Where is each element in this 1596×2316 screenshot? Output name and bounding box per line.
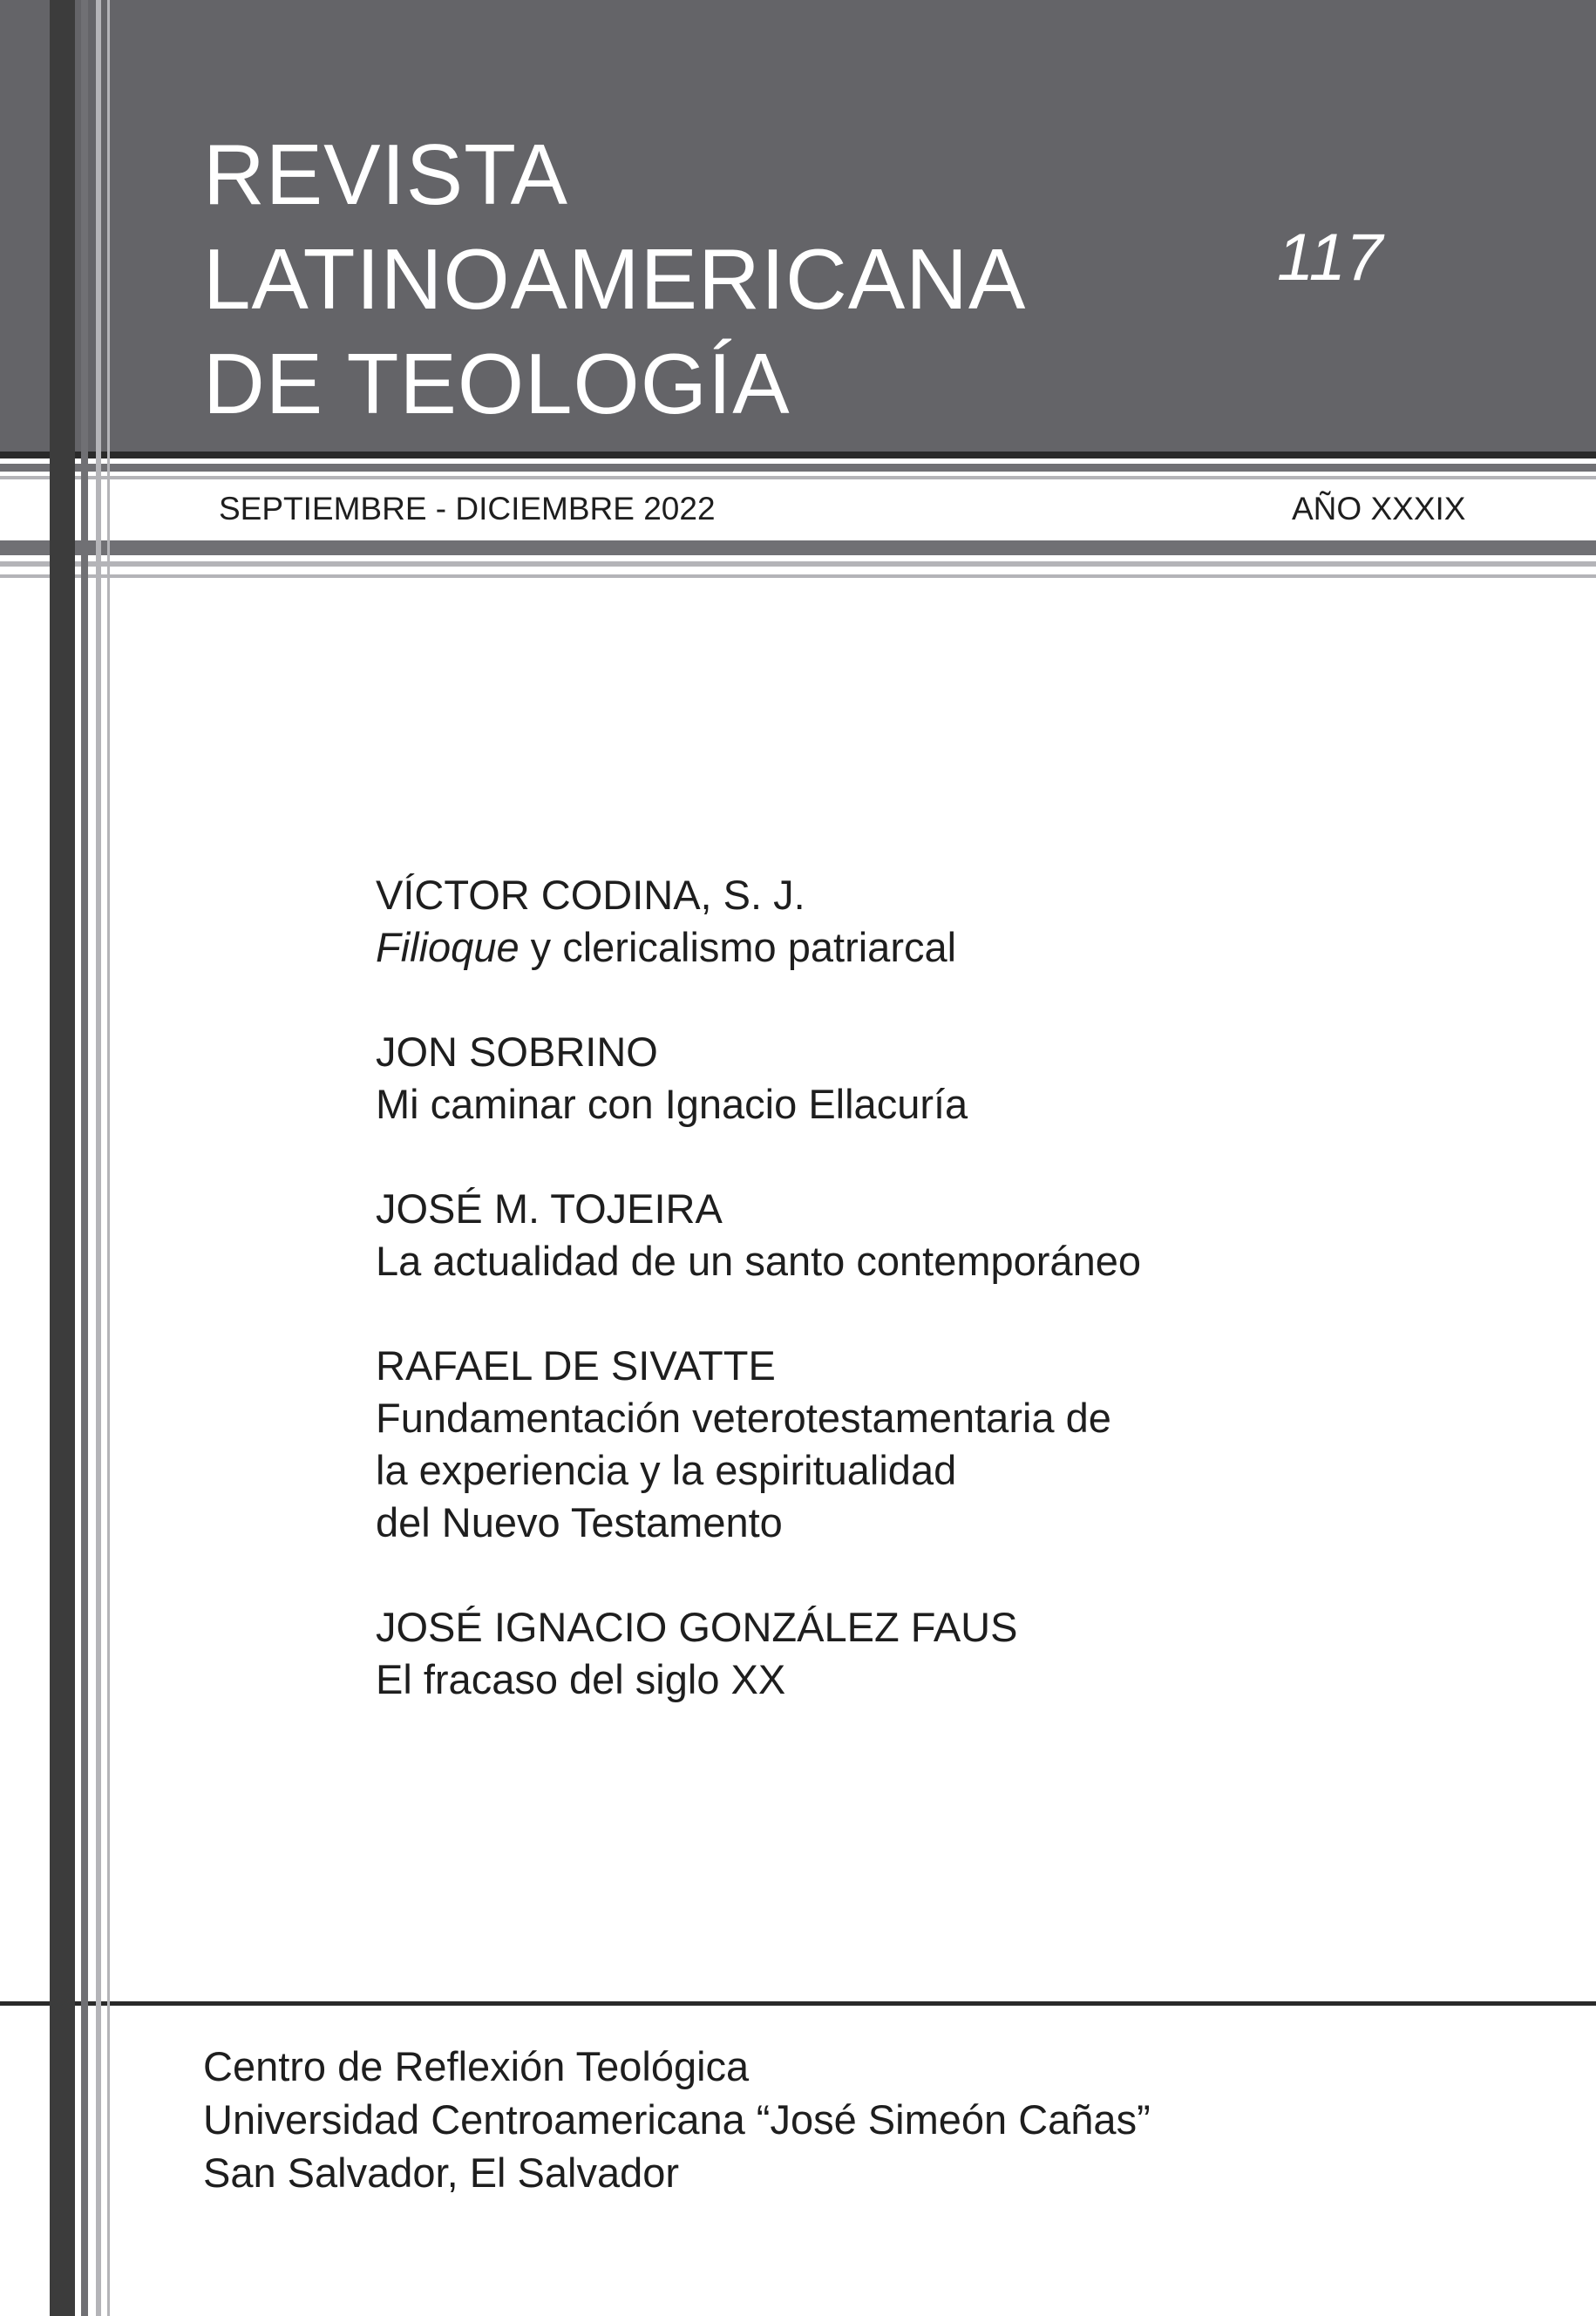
header-rule-gray xyxy=(0,464,1596,472)
stripe-light-1 xyxy=(96,0,101,2316)
header-rule-light xyxy=(0,476,1596,479)
header-rule-dark xyxy=(0,452,1596,458)
issue-year: AÑO XXXIX xyxy=(1292,491,1466,526)
issue-number: 117 xyxy=(1277,221,1383,295)
toc-entry xyxy=(376,1026,1141,1131)
publisher-line-3: San Salvador, El Salvador xyxy=(203,2150,680,2196)
stripe-light-2 xyxy=(107,0,110,2316)
toc-author: JOSÉ IGNACIO GONZÁLEZ FAUS xyxy=(376,1604,1018,1650)
toc-article-title xyxy=(376,921,1141,974)
date-rule-light xyxy=(0,561,1596,567)
toc-entry xyxy=(376,1601,1141,1706)
toc-article-title-line-1: Fundamentación veterotestamentaria de xyxy=(376,1395,1111,1441)
toc-entry xyxy=(376,869,1141,974)
toc-author: VÍCTOR CODINA, S. J. xyxy=(376,872,805,918)
journal-title-line-1: REVISTA xyxy=(203,126,569,222)
toc-author: RAFAEL DE SIVATTE xyxy=(376,1342,776,1389)
bottom-divider xyxy=(0,2001,1596,2006)
toc-article-title-line-3: del Nuevo Testamento xyxy=(376,1499,783,1545)
publisher-line-1: Centro de Reflexión Teológica xyxy=(203,2043,750,2089)
toc-article-title: Mi caminar con Ignacio Ellacuría xyxy=(376,1081,968,1127)
stripe-dark xyxy=(50,0,75,2316)
toc-article-title-line-2: la experiencia y la espiritualidad xyxy=(376,1447,957,1493)
journal-title xyxy=(203,122,1026,436)
toc-entry xyxy=(376,1183,1141,1287)
toc-author: JON SOBRINO xyxy=(376,1029,658,1075)
date-rule-thin xyxy=(0,574,1596,578)
stripe-mid xyxy=(81,0,88,2316)
toc-article-title: La actualidad de un santo contemporáneo xyxy=(376,1238,1141,1284)
toc-article-title-italic: Filioque xyxy=(376,924,520,970)
journal-title-line-2: LATINOAMERICANA xyxy=(203,231,1027,327)
issue-period: SEPTIEMBRE - DICIEMBRE 2022 xyxy=(219,491,716,526)
publisher-line-2: Universidad Centroamericana “José Simeón Cañas” xyxy=(203,2096,1151,2143)
journal-title-line-3: DE TEOLOGÍA xyxy=(203,336,791,431)
toc-author: JOSÉ M. TOJEIRA xyxy=(376,1185,723,1232)
toc-entry xyxy=(376,1340,1141,1549)
publisher-block xyxy=(203,2040,1151,2199)
date-rule-gray xyxy=(0,540,1596,555)
toc-article-title-rest: y clericalismo patriarcal xyxy=(519,924,957,970)
table-of-contents xyxy=(376,869,1141,1758)
toc-article-title: El fracaso del siglo XX xyxy=(376,1656,786,1702)
